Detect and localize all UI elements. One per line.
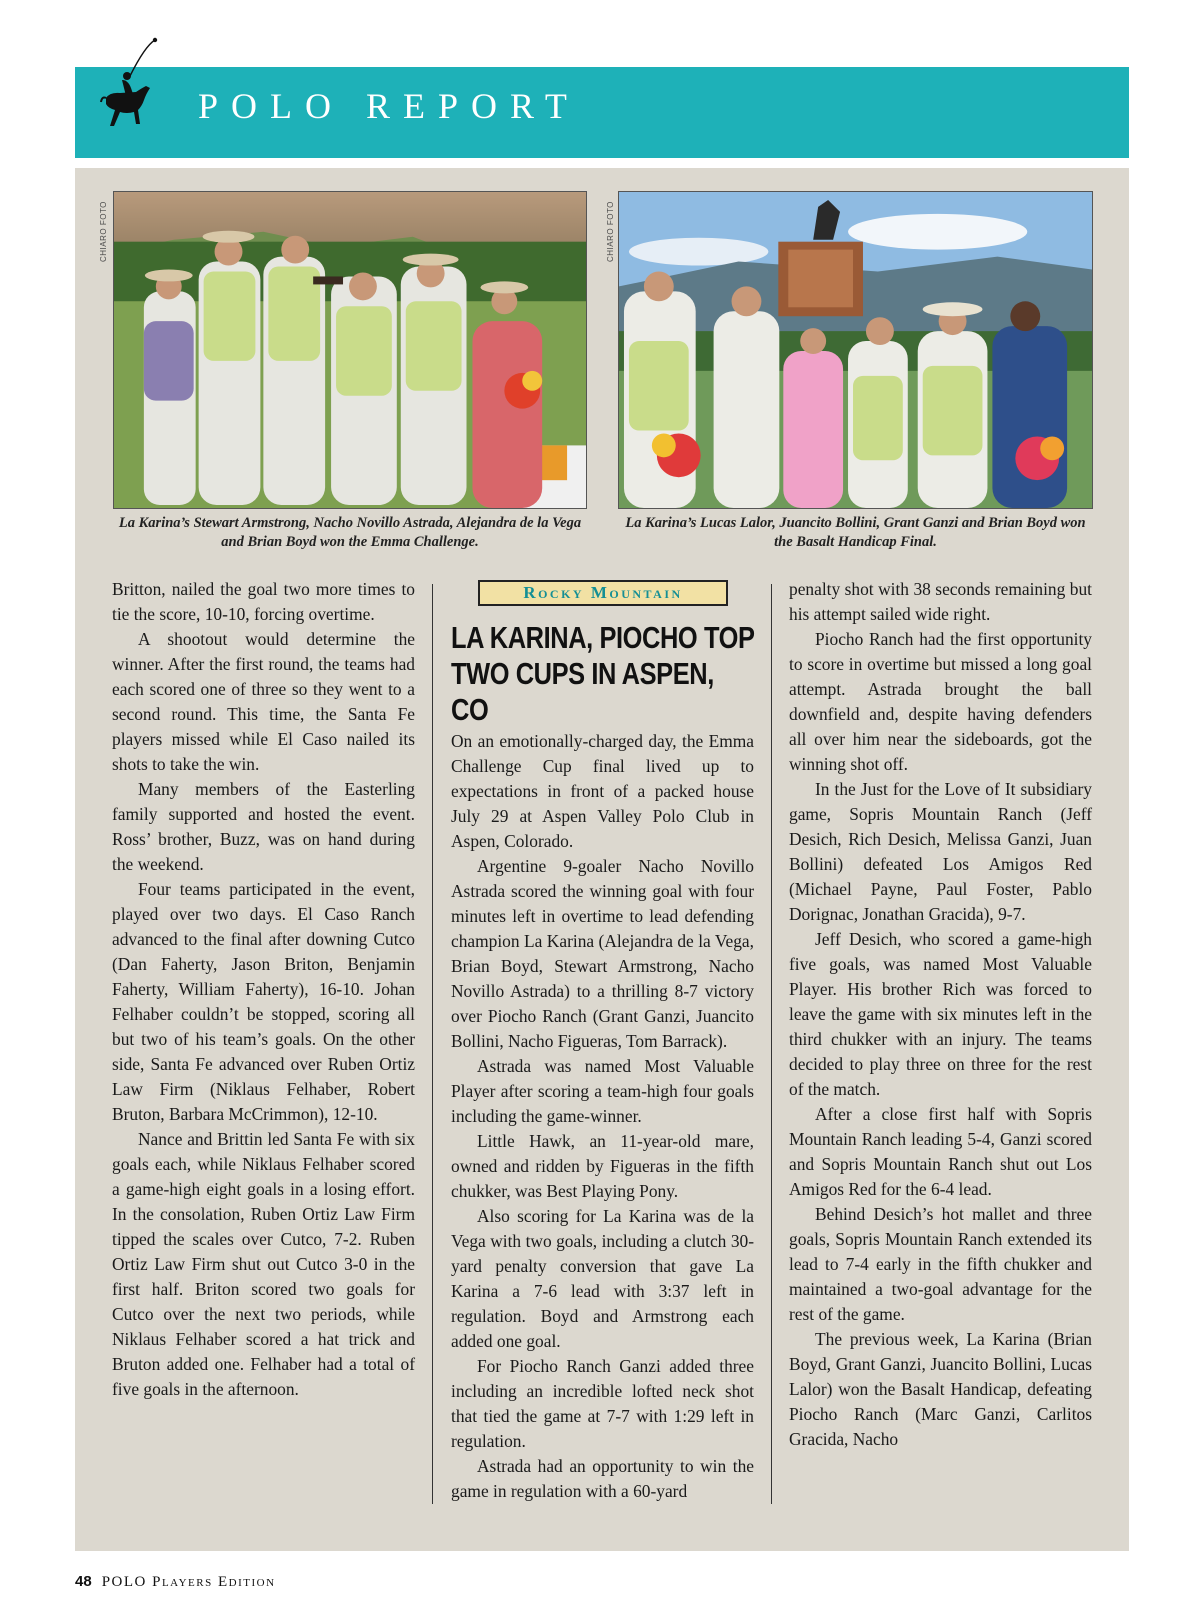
article-headline: LA KARINA, PIOCHO TOP TWO CUPS IN ASPEN, CO bbox=[451, 620, 755, 727]
paragraph: Also scoring for La Karina was de la Vega with two goals, including a clutch 30-yard penalty conversion that gave La Karina a 7-6 lead with 3:37 left in regulation. Boyd and Armstrong each added one goal. bbox=[451, 1206, 754, 1351]
article-column-3 bbox=[789, 577, 1092, 1452]
paragraph: penalty shot with 38 seconds remaining but his attempt sailed wide right. bbox=[789, 579, 1092, 624]
paragraph: On an emotionally-charged day, the Emma Challenge Cup final lived up to expectations in front of a packed house July 29 at Aspen Valley Polo Club in Aspen, Colorado. bbox=[451, 731, 754, 851]
photo-basalt-handicap bbox=[618, 191, 1093, 509]
photo-credit: CHIARO FOTO bbox=[99, 201, 108, 262]
column-divider bbox=[432, 584, 433, 1504]
paragraph: For Piocho Ranch Ganzi added three including an incredible lofted neck shot that tied the game at 7-7 with 1:29 left in regulation. bbox=[451, 1356, 754, 1451]
article-column-2 bbox=[451, 577, 754, 1504]
paragraph: Little Hawk, an 11-year-old mare, owned and ridden by Figueras in the fifth chukker, was Best Playing Pony. bbox=[451, 1131, 754, 1201]
article-column-1 bbox=[112, 577, 415, 1402]
paragraph: Jeff Desich, who scored a game-high five goals, was named Most Valuable Player. His brother Rich was forced to leave the game with six minutes left in the third chukker with an injury. The teams decided to play three on three for the rest of the match. bbox=[789, 929, 1092, 1099]
paragraph: In the Just for the Love of It subsidiary game, Sopris Mountain Ranch (Jeff Desich, Rich Desich, Melissa Ganzi, Juan Bollini) defeated Los Amigos Red (Michael Payne, Paul Foster, Pablo Dorignac, Jonathan Gracida), 9-7. bbox=[789, 779, 1092, 924]
paragraph: After a close first half with Sopris Mountain Ranch leading 5-4, Ganzi scored and Sopris Mountain Ranch shut out Los Amigos Red for the 6-4 lead. bbox=[789, 1104, 1092, 1199]
paragraph: Behind Desich’s hot mallet and three goals, Sopris Mountain Ranch extended its lead to 7-4 early in the fifth chukker and maintained a two-goal advantage for the rest of the game. bbox=[789, 1204, 1092, 1324]
page-footer bbox=[75, 1573, 276, 1591]
content-panel bbox=[75, 168, 1129, 1551]
page-number: 48 bbox=[75, 1573, 92, 1590]
paragraph: Nance and Brittin led Santa Fe with six goals each, while Niklaus Felhaber scored a game-high eight goals in a losing effort. In the consolation, Ruben Ortiz Law Firm tipped the scales over Cutco, 7-2. Ruben Ortiz Law Firm shut out Cutco 3-0 in the first half. Briton scored two goals for Cutco over the next two periods, while Niklaus Felhaber scored a hat trick and Bruton added one. Felhaber had a total of five goals in the afternoon. bbox=[112, 1129, 415, 1399]
magazine-name: POLO Players Edition bbox=[101, 1574, 276, 1590]
paragraph: Astrada had an opportunity to win the game in regulation with a 60-yard bbox=[451, 1456, 754, 1501]
polo-player-silhouette-icon bbox=[100, 36, 160, 136]
paragraph: The previous week, La Karina (Brian Boyd, Grant Ganzi, Juancito Bollini, Lucas Lalor) won the Basalt Handicap, defeating Piocho Ranch (Marc Ganzi, Carlitos Gracida, Nacho bbox=[789, 1329, 1092, 1449]
photo-caption: La Karina’s Lucas Lalor, Juancito Bollini, Grant Ganzi and Brian Boyd won the Basalt Handicap Final. bbox=[625, 515, 1086, 550]
paragraph: Argentine 9-goaler Nacho Novillo Astrada scored the winning goal with four minutes left in overtime to lead defending champion La Karina (Alejandra de la Vega, Brian Boyd, Stewart Armstrong, Nacho Novillo Astrada) to a thrilling 8-7 victory over Piocho Ranch (Grant Ganzi, Juancito Bollini, Nacho Figueras, Tom Barrack). bbox=[451, 856, 754, 1051]
paragraph: Piocho Ranch had the first opportunity to score in overtime but missed a long goal attempt. Astrada brought the ball downfield and, despite having defenders all over him near the sideboards, got the winning shot off. bbox=[789, 629, 1092, 774]
paragraph: Many members of the Easterling family supported and hosted the event. Ross’ brother, Buzz, was on hand during the weekend. bbox=[112, 779, 415, 874]
column-divider bbox=[771, 584, 772, 1504]
photo-caption: La Karina’s Stewart Armstrong, Nacho Novillo Astrada, Alejandra de la Vega and Brian Boyd won the Emma Challenge. bbox=[118, 515, 582, 550]
photo-credit: CHIARO FOTO bbox=[606, 201, 615, 262]
paragraph: A shootout would determine the winner. After the first round, the teams had each scored one of three so they went to a second round. This time, the Santa Fe players missed while El Caso nailed its shots to take the win. bbox=[112, 629, 415, 774]
photo-emma-challenge bbox=[113, 191, 587, 509]
paragraph: Britton, nailed the goal two more times to tie the score, 10-10, forcing overtime. bbox=[112, 579, 415, 624]
paragraph: Astrada was named Most Valuable Player after scoring a team-high four goals including the game-winner. bbox=[451, 1056, 754, 1126]
paragraph: Four teams participated in the event, played over two days. El Caso Ranch advanced to the final after downing Cutco (Dan Faherty, Jason Briton, Benjamin Faherty, William Faherty), 16-10. Johan Felhaber couldn’t be stopped, scoring all but two of his team’s goals. On the other side, Santa Fe advanced over Ruben Ortiz Law Firm (Niklaus Felhaber, Robert Bruton, Barbara McCrimmon), 12-10. bbox=[112, 879, 415, 1124]
header-bar bbox=[75, 67, 1129, 158]
section-tag: Rocky Mountain bbox=[478, 580, 728, 606]
section-title: POLO REPORT bbox=[198, 86, 580, 126]
